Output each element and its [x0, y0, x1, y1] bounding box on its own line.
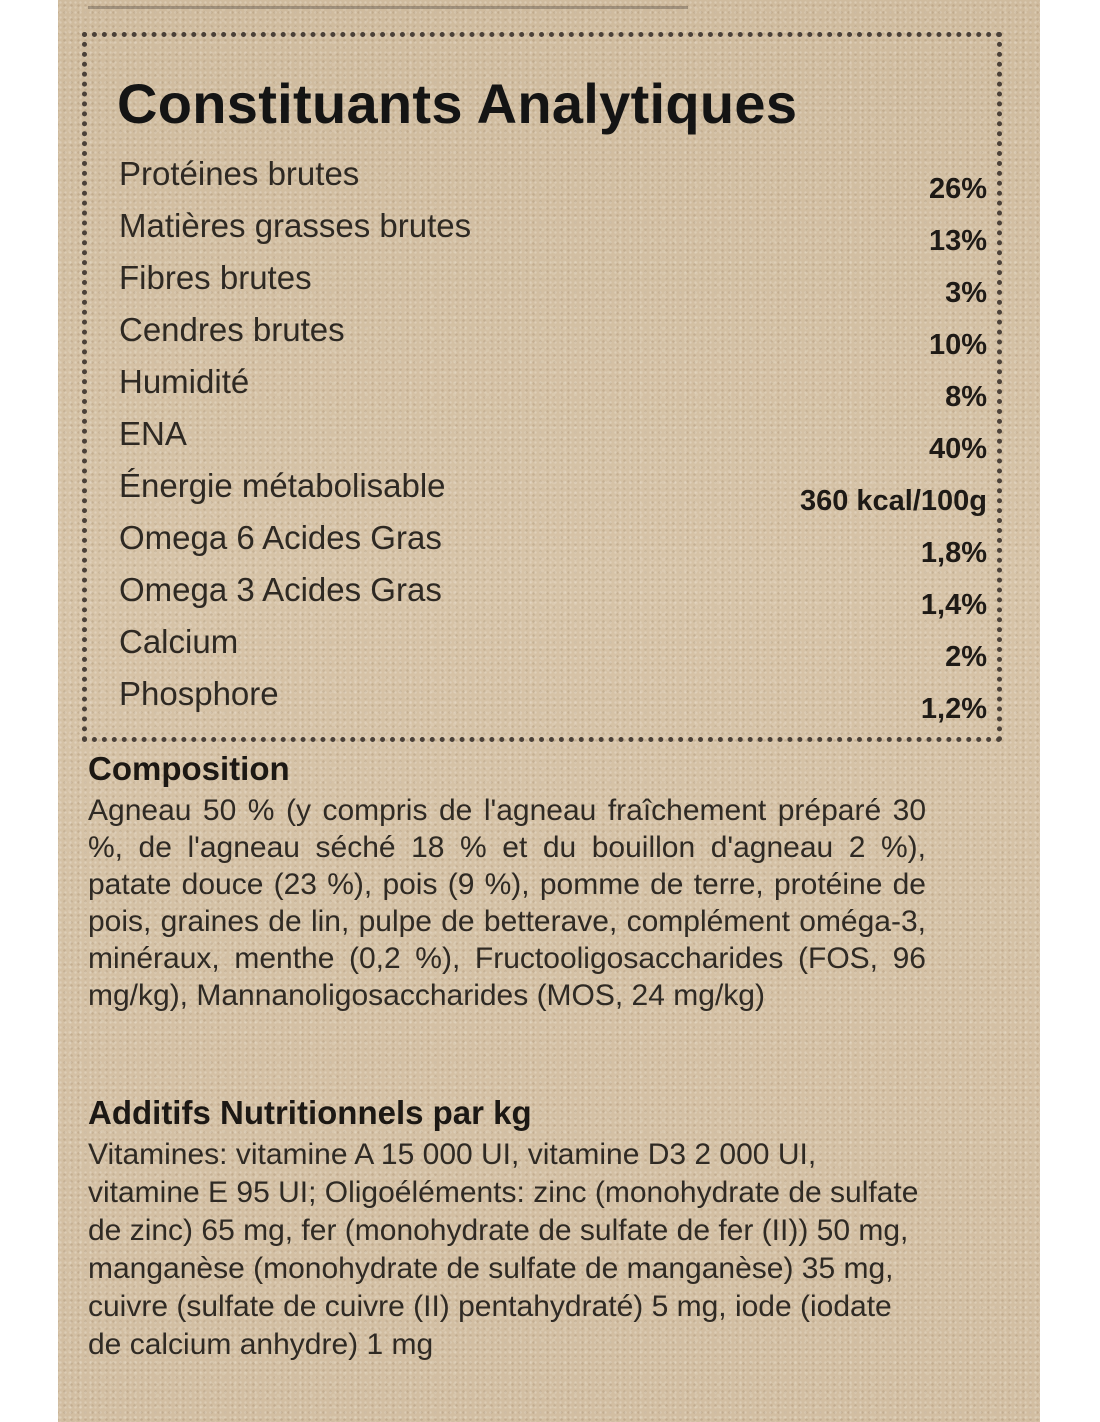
- nutrient-name: Matières grasses brutes: [119, 207, 472, 244]
- nutrient-name: Humidité: [119, 363, 250, 400]
- additifs-heading: Additifs Nutritionnels par kg: [88, 1094, 532, 1131]
- nutrient-row: [119, 415, 987, 467]
- nutrient-value: 40%: [928, 433, 987, 465]
- nutrient-name: Fibres brutes: [119, 259, 312, 296]
- nutrient-row: [119, 623, 987, 675]
- label-top-edge: [88, 0, 688, 9]
- nutrient-name: Calcium: [119, 623, 239, 660]
- nutrient-name: Énergie métabolisable: [119, 467, 446, 504]
- nutrient-row: [119, 259, 987, 311]
- nutrient-value: 10%: [928, 329, 987, 361]
- analytical-constituents-box: [82, 32, 1002, 742]
- analytical-constituents-title: Constituants Analytiques: [117, 72, 798, 135]
- nutrient-value: 13%: [928, 225, 987, 257]
- nutrient-row: [119, 571, 987, 623]
- nutrient-value: 1,4%: [920, 589, 987, 621]
- nutrient-row: [119, 311, 987, 363]
- nutrient-name: Omega 3 Acides Gras: [119, 571, 442, 608]
- nutrient-value: 26%: [928, 173, 987, 205]
- composition-heading: Composition: [88, 750, 290, 787]
- nutrient-value: 3%: [945, 277, 987, 309]
- nutrient-value: 2%: [945, 641, 987, 673]
- nutrient-name: Cendres brutes: [119, 311, 345, 348]
- nutrient-row: [119, 363, 987, 415]
- nutrient-row: [119, 519, 987, 571]
- nutrient-name: ENA: [119, 415, 187, 452]
- product-label: [58, 0, 1040, 1422]
- composition-text: Agneau 50 % (y compris de l'agneau fraîchement préparé 30 %, de l'agneau séché 18 % et du bouillon d'agneau 2 %), patate douce (23 %), pois (9 %), pomme de terre, protéine de pois, graines de lin, pulpe de betterave, complément oméga-3, minéraux, menthe (0,2 %), Fructooligosaccharides (FOS, 96 mg/kg), Mannanoligosaccharides (MOS, 24 mg/kg): [88, 794, 926, 1012]
- nutrient-row: [119, 675, 987, 727]
- nutrient-value: 1,2%: [920, 693, 987, 725]
- nutrient-value: 8%: [945, 381, 987, 413]
- nutrient-name: Phosphore: [119, 675, 279, 712]
- additifs-text: Vitamines: vitamine A 15 000 UI, vitamine D3 2 000 UI, vitamine E 95 UI; Oligoéléments: zinc (monohydrate de sulfate de zinc) 65 mg, fer (monohydrate de sulfate de fer (II)) 50 mg, manganèse (monohydrate de sulfate de manganèse) 35 mg, cuivre (sulfate de cuivre (II) pentahydraté) 5 mg, iode (iodate de calcium anhydre) 1 mg: [88, 1138, 919, 1361]
- nutrient-name: Omega 6 Acides Gras: [119, 519, 442, 556]
- nutrient-name: Protéines brutes: [119, 155, 360, 192]
- nutrient-row: [119, 155, 987, 207]
- nutrient-row: [119, 207, 987, 259]
- nutrient-row: [119, 467, 987, 519]
- nutrient-value: 360 kcal/100g: [799, 485, 987, 517]
- nutrient-value: 1,8%: [920, 537, 987, 569]
